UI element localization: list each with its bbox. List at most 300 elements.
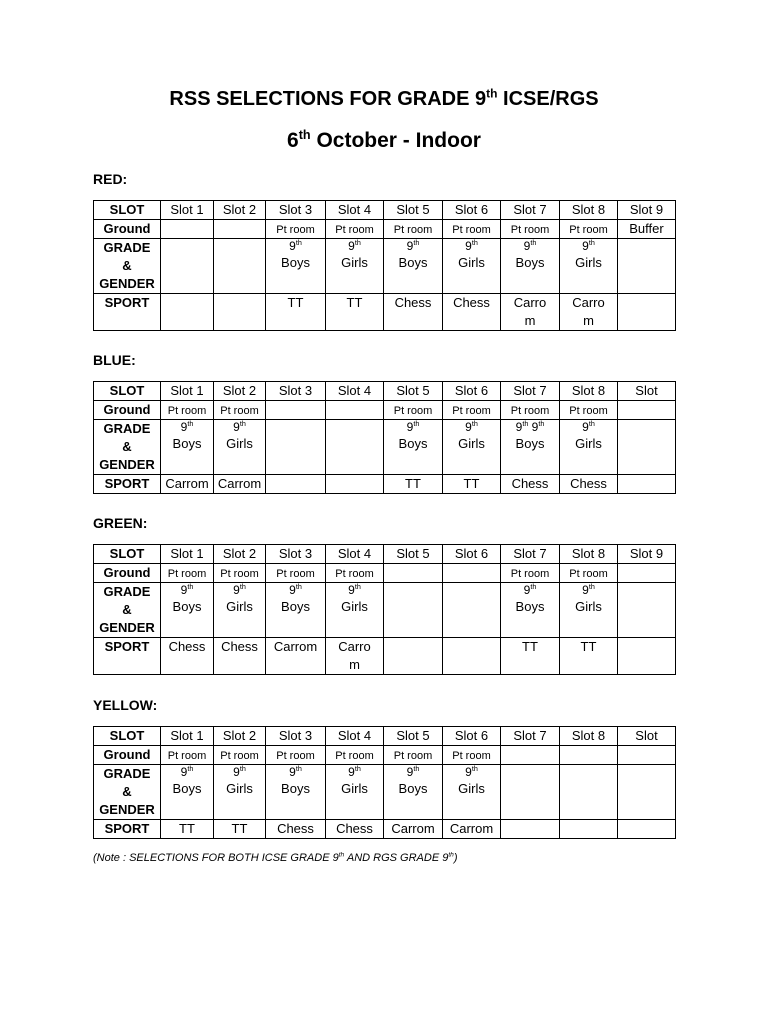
grade-value — [326, 583, 383, 597]
schedule-table — [93, 381, 676, 494]
gender-value: Boys — [515, 436, 545, 451]
row-label-grade-gender — [94, 239, 161, 294]
ground-cell — [161, 746, 214, 765]
ground-cell — [214, 220, 266, 239]
sport-value: Carrom — [513, 295, 547, 328]
schedule-table — [93, 544, 676, 675]
grade-gender-row — [94, 583, 676, 638]
ground-cell — [618, 401, 676, 420]
row-label-grade: GRADE — [103, 584, 151, 599]
grade-suffix: th — [354, 764, 361, 773]
gender-value: Girls — [341, 599, 368, 614]
ground-cell — [214, 746, 266, 765]
grade-value — [384, 420, 442, 434]
grade-gender-cell — [266, 420, 326, 475]
ground-value: Pt room — [569, 224, 608, 236]
grade-suffix: th — [354, 582, 361, 591]
ground-cell — [443, 401, 501, 420]
sport-value: Chess — [168, 639, 206, 654]
grade-value — [214, 765, 265, 779]
sport-row — [94, 820, 676, 839]
sport-value: Chess — [277, 821, 314, 836]
grade-gender-cell — [618, 583, 676, 638]
sport-value: Carrom — [217, 476, 262, 491]
row-label-ground: Ground — [94, 401, 161, 420]
grade-suffix: th — [471, 238, 478, 247]
grade-number: 9 — [348, 239, 355, 253]
grade-value — [501, 583, 559, 597]
ground-cell — [161, 401, 214, 420]
slot-row — [94, 382, 676, 401]
slot-header: Slot 2 — [214, 727, 266, 746]
slot-header: Slot 2 — [214, 201, 266, 220]
grade-suffix: th — [239, 419, 246, 428]
sport-value: TT — [179, 821, 195, 836]
grade-gender-cell — [443, 765, 501, 820]
sport-cell — [443, 820, 501, 839]
sport-row — [94, 294, 676, 331]
slot-row — [94, 545, 676, 564]
sport-cell — [618, 294, 676, 331]
sport-cell — [384, 294, 443, 331]
row-label-gender: GENDER — [99, 802, 155, 817]
sport-cell — [214, 294, 266, 331]
sport-value: Carrom — [449, 821, 494, 836]
row-label-amp: & — [122, 439, 132, 454]
sport-cell — [161, 820, 214, 839]
sport-value: TT — [522, 639, 538, 654]
slot-header: Slot 5 — [384, 201, 443, 220]
gender-value: Boys — [515, 599, 545, 614]
grade-gender-cell — [326, 239, 384, 294]
grade-gender-cell — [443, 239, 501, 294]
gender-value: Boys — [172, 599, 202, 614]
ground-value: Pt room — [335, 750, 374, 762]
row-label-ground: Ground — [94, 220, 161, 239]
grade-number: 9 — [406, 239, 414, 253]
slot-header: Slot 5 — [384, 545, 443, 564]
row-label-amp: & — [122, 602, 132, 617]
section-label: YELLOW: — [93, 697, 158, 713]
ground-value: Pt room — [276, 224, 315, 236]
grade-number: 9 — [515, 420, 523, 434]
sport-value: Carrom — [165, 476, 209, 491]
ground-value: Pt room — [569, 405, 608, 417]
ground-cell — [326, 564, 384, 583]
grade-gender-cell — [501, 420, 560, 475]
grade-gender-cell — [384, 420, 443, 475]
sport-row — [94, 638, 676, 675]
gender-value: Girls — [458, 781, 485, 796]
grade-number: 9 — [289, 239, 296, 253]
row-label-grade-gender — [94, 765, 161, 820]
grade-value — [443, 239, 500, 253]
grade-value — [384, 765, 442, 779]
grade-number: 9 — [582, 583, 589, 597]
grade-number: 9 — [348, 583, 355, 597]
ground-value: Pt room — [220, 750, 259, 762]
grade-value — [214, 583, 265, 597]
ground-value: Pt room — [276, 568, 315, 580]
ground-cell — [560, 564, 618, 583]
slot-header: Slot 1 — [161, 545, 214, 564]
sport-row — [94, 475, 676, 494]
ground-value: Pt room — [167, 750, 207, 762]
grade-suffix: th — [588, 419, 595, 428]
gender-value: Girls — [575, 599, 602, 614]
grade-value — [501, 239, 559, 253]
grade-suffix: th — [588, 238, 595, 247]
row-label-amp: & — [122, 784, 132, 799]
grade-number: 9 — [180, 583, 188, 597]
sport-cell — [501, 475, 560, 494]
sport-value: Chess — [394, 295, 432, 310]
grade-value — [326, 239, 383, 253]
sport-cell — [384, 475, 443, 494]
document-subtitle: 6th October - Indoor — [287, 128, 481, 152]
gender-value: Boys — [398, 255, 428, 270]
grade-gender-cell — [266, 765, 326, 820]
sport-cell — [501, 294, 560, 331]
gender-value: Girls — [458, 255, 485, 270]
grade-gender-cell — [384, 765, 443, 820]
slot-header: Slot 1 — [161, 201, 214, 220]
ground-value: Pt room — [452, 224, 491, 236]
row-label-grade-gender — [94, 583, 161, 638]
grade-gender-cell — [161, 239, 214, 294]
ground-value: Pt room — [393, 405, 433, 417]
ground-cell — [384, 746, 443, 765]
slot-header: Slot 2 — [214, 545, 266, 564]
ground-cell — [560, 401, 618, 420]
row-label-sport: SPORT — [94, 820, 161, 839]
grade-suffix: th — [471, 764, 478, 773]
gender-value: Girls — [341, 781, 368, 796]
grade-gender-cell — [443, 420, 501, 475]
ground-cell — [214, 401, 266, 420]
sport-cell — [326, 475, 384, 494]
ground-cell — [326, 220, 384, 239]
slot-row — [94, 201, 676, 220]
ground-cell — [326, 401, 384, 420]
gender-value: Girls — [226, 781, 253, 796]
grade-gender-row — [94, 420, 676, 475]
grade-gender-cell — [560, 583, 618, 638]
grade-suffix: th — [413, 238, 420, 247]
slot-header: Slot 9 — [618, 201, 676, 220]
sport-value: TT — [405, 476, 421, 491]
row-label-grade: GRADE — [103, 421, 151, 436]
row-label-ground: Ground — [94, 564, 161, 583]
grade-value — [266, 583, 325, 597]
grade-suffix: th — [413, 764, 420, 773]
sport-value: Carrom — [338, 639, 371, 672]
ground-value: Pt room — [510, 405, 550, 417]
ground-cell — [501, 564, 560, 583]
grade-gender-cell — [618, 420, 676, 475]
ground-value: Pt room — [335, 568, 374, 580]
grade-gender-row — [94, 765, 676, 820]
row-label-gender: GENDER — [99, 620, 155, 635]
slot-header: Slot 8 — [560, 382, 618, 401]
grade-value — [326, 765, 383, 779]
sport-cell — [214, 638, 266, 675]
sport-value: Chess — [221, 639, 258, 654]
grade-gender-cell — [214, 239, 266, 294]
grade-number: 9 — [465, 239, 472, 253]
grade-suffix: th — [187, 582, 194, 591]
slot-header: Slot — [618, 727, 676, 746]
grade-gender-cell — [501, 239, 560, 294]
grade-gender-row — [94, 239, 676, 294]
ground-row — [94, 564, 676, 583]
sport-cell — [326, 638, 384, 675]
slot-header: Slot 7 — [501, 201, 560, 220]
sport-value: TT — [346, 295, 363, 310]
sport-cell — [326, 820, 384, 839]
sport-cell — [326, 294, 384, 331]
grade-number: 9 — [523, 583, 531, 597]
ground-cell — [618, 746, 676, 765]
ground-value: Pt room — [335, 224, 374, 236]
slot-header: Slot 8 — [560, 201, 618, 220]
ground-value: Pt room — [393, 750, 433, 762]
sport-cell — [501, 820, 560, 839]
ground-cell — [560, 220, 618, 239]
grade-value — [560, 239, 617, 253]
ground-value: Pt room — [167, 405, 207, 417]
gender-value: Girls — [226, 599, 253, 614]
row-label-amp: & — [122, 258, 132, 273]
ground-cell — [161, 564, 214, 583]
slot-header: Slot 6 — [443, 382, 501, 401]
grade-suffix: th — [588, 582, 595, 591]
grade-suffix: th — [413, 419, 420, 428]
grade-gender-cell — [326, 420, 384, 475]
ground-cell — [266, 746, 326, 765]
grade-value — [214, 420, 265, 434]
slot-header: Slot — [618, 382, 676, 401]
row-label-sport: SPORT — [94, 638, 161, 675]
grade-gender-cell — [618, 239, 676, 294]
grade-suffix: th — [295, 582, 302, 591]
schedule-table — [93, 200, 676, 331]
footnote: (Note : SELECTIONS FOR BOTH ICSE GRADE 9th AND RGS GRADE 9th) — [93, 851, 458, 864]
section-label: RED: — [93, 171, 128, 187]
grade-value — [161, 420, 213, 434]
ground-cell — [560, 746, 618, 765]
row-label-sport: SPORT — [94, 475, 161, 494]
gender-value: Boys — [398, 436, 428, 451]
sport-value: Chess — [453, 295, 490, 310]
schedule-table — [93, 726, 676, 839]
sport-cell — [560, 820, 618, 839]
ground-cell — [326, 746, 384, 765]
gender-value: Girls — [458, 436, 485, 451]
gender-value: Boys — [172, 436, 202, 451]
row-label-slot: SLOT — [94, 201, 161, 220]
grade-gender-cell — [214, 420, 266, 475]
grade-gender-cell — [384, 239, 443, 294]
grade-value — [161, 583, 213, 597]
sport-cell — [618, 820, 676, 839]
gender-value: Girls — [575, 255, 602, 270]
grade-number: 9 — [582, 239, 589, 253]
grade-gender-cell — [501, 765, 560, 820]
grade-number: 9 — [406, 765, 414, 779]
slot-row — [94, 727, 676, 746]
row-label-slot: SLOT — [94, 727, 161, 746]
grade-number: 9 — [233, 583, 240, 597]
row-label-sport: SPORT — [94, 294, 161, 331]
grade-gender-cell — [560, 420, 618, 475]
grade-gender-cell — [161, 765, 214, 820]
grade-number: 9 — [233, 765, 240, 779]
grade-number: 9 — [233, 420, 240, 434]
slot-header: Slot 7 — [501, 545, 560, 564]
slot-header: Slot 1 — [161, 382, 214, 401]
grade-value — [443, 420, 500, 434]
slot-header: Slot 1 — [161, 727, 214, 746]
row-label-gender: GENDER — [99, 457, 155, 472]
grade-number: 9 — [523, 239, 531, 253]
slot-header: Slot 3 — [266, 201, 326, 220]
grade-suffix: th — [471, 419, 478, 428]
ground-row — [94, 746, 676, 765]
grade-suffix: th — [295, 764, 302, 773]
row-label-grade: GRADE — [103, 240, 151, 255]
sport-cell — [266, 475, 326, 494]
ground-cell — [443, 220, 501, 239]
slot-header: Slot 4 — [326, 201, 384, 220]
grade-suffix: th — [187, 419, 194, 428]
slot-header: Slot 2 — [214, 382, 266, 401]
sport-value: Chess — [511, 476, 549, 491]
grade-gender-cell — [560, 765, 618, 820]
grade-gender-cell — [214, 765, 266, 820]
grade-value — [161, 765, 213, 779]
grade-number: 9 — [289, 765, 296, 779]
ground-cell — [266, 564, 326, 583]
sport-cell — [384, 820, 443, 839]
grade-suffix: th — [187, 764, 194, 773]
grade-gender-cell — [560, 239, 618, 294]
sport-cell — [443, 638, 501, 675]
slot-header: Slot 8 — [560, 727, 618, 746]
grade-suffix: th — [354, 238, 361, 247]
sport-cell — [618, 475, 676, 494]
ground-cell — [443, 564, 501, 583]
grade-number: 9 — [406, 420, 414, 434]
gender-value: Boys — [515, 255, 545, 270]
sport-value: Chess — [570, 476, 607, 491]
ground-cell — [161, 220, 214, 239]
gender-value: Girls — [226, 436, 253, 451]
grade-number: 9 — [289, 583, 296, 597]
grade-value — [443, 765, 500, 779]
gender-value: Boys — [281, 781, 310, 796]
ground-value: Pt room — [167, 568, 207, 580]
slot-header: Slot 6 — [443, 201, 501, 220]
sport-value: TT — [580, 639, 597, 654]
sport-cell — [214, 820, 266, 839]
grade-suffix: th — [522, 419, 529, 428]
sport-cell — [214, 475, 266, 494]
ground-row — [94, 401, 676, 420]
grade-number: 9 — [465, 420, 472, 434]
slot-header: Slot 4 — [326, 727, 384, 746]
ground-value: Buffer — [629, 221, 664, 236]
grade-gender-cell — [161, 583, 214, 638]
sport-value: Carrom — [572, 295, 605, 328]
ground-cell — [443, 746, 501, 765]
slot-header: Slot 8 — [560, 545, 618, 564]
ground-cell — [501, 220, 560, 239]
row-label-grade: GRADE — [103, 766, 151, 781]
sport-cell — [560, 638, 618, 675]
grade-number: 9 — [465, 765, 472, 779]
grade-number: 9 — [582, 420, 589, 434]
sport-value: Carrom — [273, 639, 318, 654]
sport-cell — [443, 475, 501, 494]
row-label-ground: Ground — [94, 746, 161, 765]
gender-value: Girls — [575, 436, 602, 451]
ground-cell — [501, 746, 560, 765]
section-label: BLUE: — [93, 352, 136, 368]
grade-value — [560, 420, 617, 434]
sport-value: TT — [287, 295, 304, 310]
sport-value: Chess — [336, 821, 373, 836]
sport-cell — [161, 638, 214, 675]
sport-cell — [560, 475, 618, 494]
grade-gender-cell — [443, 583, 501, 638]
grade-gender-cell — [266, 583, 326, 638]
grade-value — [266, 765, 325, 779]
sport-cell — [443, 294, 501, 331]
row-label-grade-gender — [94, 420, 161, 475]
sport-value: TT — [463, 476, 480, 491]
ground-value: Pt room — [510, 224, 550, 236]
grade-value — [560, 583, 617, 597]
grade-suffix: th — [239, 582, 246, 591]
grade-number: 9 — [180, 765, 188, 779]
ground-cell — [384, 401, 443, 420]
slot-header: Slot 3 — [266, 382, 326, 401]
sport-value: Carrom — [391, 821, 435, 836]
sport-cell — [266, 820, 326, 839]
grade-number: 9 — [531, 420, 539, 434]
grade-gender-cell — [618, 765, 676, 820]
ground-cell — [266, 220, 326, 239]
sport-cell — [266, 638, 326, 675]
slot-header: Slot 4 — [326, 382, 384, 401]
grade-suffix: th — [239, 764, 246, 773]
gender-value: Boys — [281, 599, 310, 614]
ground-value: Pt room — [452, 405, 491, 417]
sport-cell — [560, 294, 618, 331]
ground-value: Pt room — [220, 568, 259, 580]
sport-cell — [161, 475, 214, 494]
slot-header: Slot 3 — [266, 545, 326, 564]
sport-cell — [501, 638, 560, 675]
slot-header: Slot 9 — [618, 545, 676, 564]
gender-value: Boys — [172, 781, 202, 796]
gender-value: Boys — [281, 255, 310, 270]
grade-gender-cell — [501, 583, 560, 638]
grade-number: 9 — [180, 420, 188, 434]
sport-cell — [618, 638, 676, 675]
gender-value: Girls — [341, 255, 368, 270]
